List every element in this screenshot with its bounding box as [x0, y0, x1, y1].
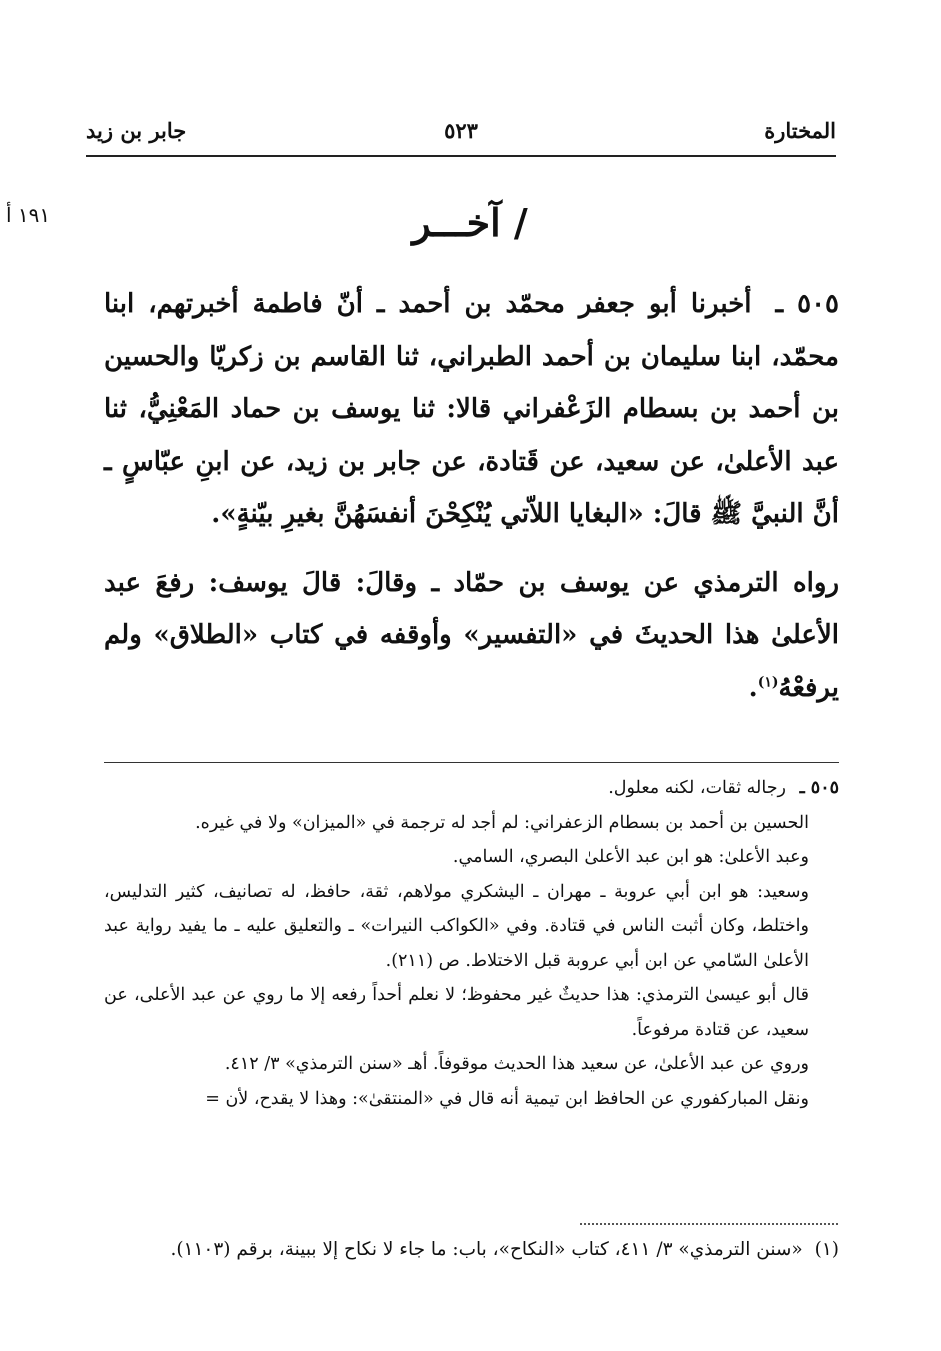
hadith-number: ٥٠٥ ـ — [775, 289, 840, 319]
footnote-divider — [580, 1223, 838, 1225]
note-line: وسعيد: هو ابن أبي عروبة ـ مهران ـ اليشكري مولاهم، ثقة، حافظ، له تصانيف، كثير التدليس، واختلط، وكان أثبت الناس في قتادة. وفي «الكواكب النيرات» ـ والتعليق عليه ـ ما يفيد رواية عبد الأعلىٰ السّامي عن ابن أبي عروبة قبل الاختلاط. ص (٢١١). — [104, 881, 809, 971]
editor-notes — [104, 771, 839, 1116]
hadith-body — [104, 278, 839, 714]
header-chapter-title: جابر بن زيد — [86, 118, 187, 143]
hadith-text: أخبرنا أبو جعفر محمّد بن أحمد ـ أنّ فاطمة أخبرتهم، ابنا محمّد، ابنا سليمان بن أحمد الطبراني، ثنا القاسم بن زكريّا والحسين بن أحمد بن بسطام الزَعْفراني قالا: ثنا يوسف بن حماد المَعْنِيُّ، ثنا عبد الأعلىٰ، عن سعيد، عن قَتادة، عن جابر بن زيد، عن ابنِ عبّاسٍ ـ أنَّ النبيَّ ﷺ قالَ: «البغايا اللاّتي يُنْكِحْنَ أنفسَهُنَّ بغيرِ بيّنةٍ». — [104, 289, 839, 529]
note-line: ونقل المباركفوري عن الحافظ ابن تيمية أنه قال في «المنتقىٰ»: وهذا لا يقدح، لأن = — [205, 1088, 809, 1109]
note-number: ٥٠٥ ـ — [799, 778, 839, 798]
hadith-paragraph — [104, 278, 839, 541]
note-line: الحسين بن أحمد بن بسطام الزعفراني: لم أجد له ترجمة في «الميزان» ولا في غيره. — [195, 812, 809, 833]
manuscript-folio-note: ١٩١ أ — [6, 203, 51, 227]
running-header — [86, 118, 836, 148]
note-line — [104, 771, 839, 806]
notes-divider — [104, 762, 839, 763]
page-number: ٥٢٣ — [444, 118, 478, 143]
note-line-text: رجاله ثقات، لكنه معلول. — [608, 778, 786, 798]
footnote-text: «سنن الترمذي» ٣/ ٤١١، كتاب «النكاح»، باب: ما جاء لا نكاح إلا ببينة، برقم (١١٠٣). — [170, 1239, 803, 1260]
footnote — [104, 1234, 839, 1266]
note-line: وروي عن عبد الأعلىٰ، عن سعيد هذا الحديث موقوفاً. أهـ «سنن الترمذي» ٣/ ٤١٢. — [224, 1054, 809, 1074]
header-divider — [86, 155, 836, 157]
footnote-reference: (١) — [757, 673, 779, 690]
section-title: / آخـــر — [412, 200, 528, 245]
footnote-line — [104, 1234, 839, 1266]
footnote-number: (١) — [814, 1239, 839, 1260]
note-line: وعبد الأعلىٰ: هو ابن عبد الأعلىٰ البصري، السامي. — [452, 847, 809, 867]
header-book-title: المختارة — [764, 118, 836, 143]
note-line: قال أبو عيسىٰ الترمذي: هذا حديثٌ غير محفوظ؛ لا نعلم أحداً رفعه إلا ما روي عن عبد الأعلى، عن سعيد، عن قتادة مرفوعاً. — [104, 985, 809, 1040]
commentary-text: رواه الترمذي عن يوسف بن حمّاد ـ وقالَ: قالَ يوسف: رفعَ عبد الأعلىٰ هذا الحديثَ في «التفسير» وأوقفه في كتاب «الطلاق» ولم يرفعْهُ — [104, 567, 839, 703]
hadith-commentary — [104, 557, 839, 715]
commentary-end: . — [748, 672, 758, 703]
